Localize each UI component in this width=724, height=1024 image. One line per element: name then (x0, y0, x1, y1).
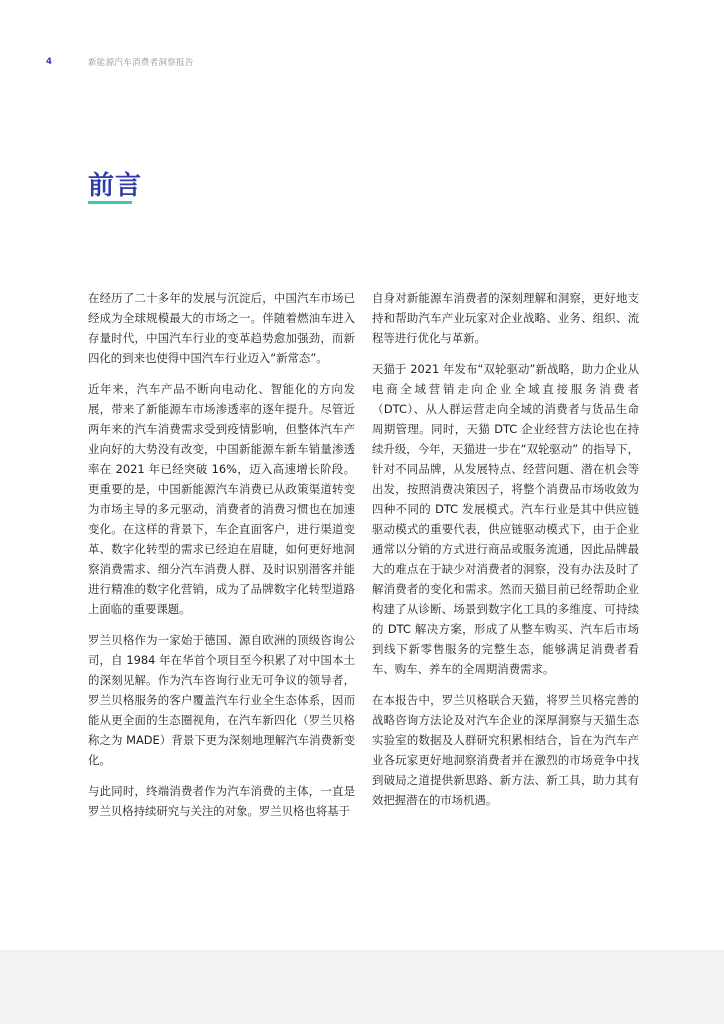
title-underline (88, 201, 132, 204)
section-title: 前言 (88, 171, 143, 201)
paragraph: 在经历了二十多年的发展与沉淀后，中国汽车市场已经成为全球规模最大的市场之一。伴随着燃油车进入存量时代，中国汽车行业的变革趋势愈加强劲，而新四化的到来也使得中国汽车行业迈入“新常态”。 (88, 291, 355, 365)
paragraph: 与此同时，终端消费者作为汽车消费的主体，一直是罗兰贝格持续研究与关注的对象。罗兰贝格也将基于 (88, 784, 355, 818)
paragraph: 罗兰贝格作为一家始于德国、源自欧洲的顶级咨询公司，自 1984 年在华首个项目至今积累了对中国本土的深刻见解。作为汽车咨询行业无可争议的领导者，罗兰贝格服务的客户覆盖汽车行业全生态体系，因而能从更全面的生态圈视角，在汽车新四化（罗兰贝格称之为 MADE）背景下更为深刻地理解汽车消费新变化。 (88, 633, 355, 767)
footer-band (0, 950, 724, 1024)
paragraph: 天猫于 2021 年发布“双轮驱动”新战略，助力企业从电商全域营销走向企业全域直接服务消费者（DTC）、从人群运营走向全域的消费者与货品生命周期管理。同时，天猫 DTC 企业经营方法论也在持续升级，今年，天猫进一步在“双轮驱动” 的指导下，针对不同品牌，从发展特点、经营问题、潜在机会等出发，按照消费决策因子，将整个消费品市场收敛为四种不同的 DTC 发展模式。汽车行业是其中供应链驱动模式的重要代表，供应链驱动模式下，由于企业通常以分销的方式进行商品或服务流通，因此品牌最大的难点在于缺少对消费者的洞察，没有办法及时了解消费者的变化和需求。然而天猫目前已经帮助企业构建了从诊断、场景到数字化工具的多维度、可持续的 DTC 解决方案，形成了从整车购买、汽车后市场到线下新零售服务的完整生态，能够满足消费者看车、购车、养车的全周期消费需求。 (372, 362, 639, 676)
paragraph: 自身对新能源车消费者的深刻理解和洞察，更好地支持和帮助汽车产业玩家对企业战略、业务、组织、流程等进行优化与革新。 (372, 291, 639, 345)
paragraph: 近年来，汽车产品不断向电动化、智能化的方向发展，带来了新能源车市场渗透率的逐年提升。尽管近两年来的汽车消费需求受到疫情影响，但整体汽车产业向好的大势没有改变，中国新能源车新车销量渗透率在 2021 年已经突破 16%，迈入高速增长阶段。更重要的是，中国新能源汽车消费已从政策渠道转变为市场主导的多元驱动，消费者的消费习惯也在加速变化。在这样的背景下，车企直面客户，进行渠道变革、数字化转型的需求已经迫在眉睫，如何更好地洞察消费需求、细分汽车消费人群、及时识别潜客并能进行精准的数字化营销，成为了品牌数字化转型道路上面临的重要课题。 (88, 382, 355, 616)
left-text-column (88, 288, 355, 832)
page-header (46, 56, 194, 68)
page-number: 4 (46, 57, 52, 67)
report-title: 新能源汽车消费者洞察报告 (88, 58, 194, 68)
paragraph: 在本报告中，罗兰贝格联合天猫，将罗兰贝格完善的战略咨询方法论及对汽车企业的深厚洞察与天猫生态实验室的数据及人群研究积累相结合，旨在为汽车产业各玩家更好地洞察消费者并在激烈的市场竞争中找到破局之道提供新思路、新方法、新工具，助力其有效把握潜在的市场机遇。 (372, 693, 639, 807)
right-text-column (372, 288, 639, 821)
